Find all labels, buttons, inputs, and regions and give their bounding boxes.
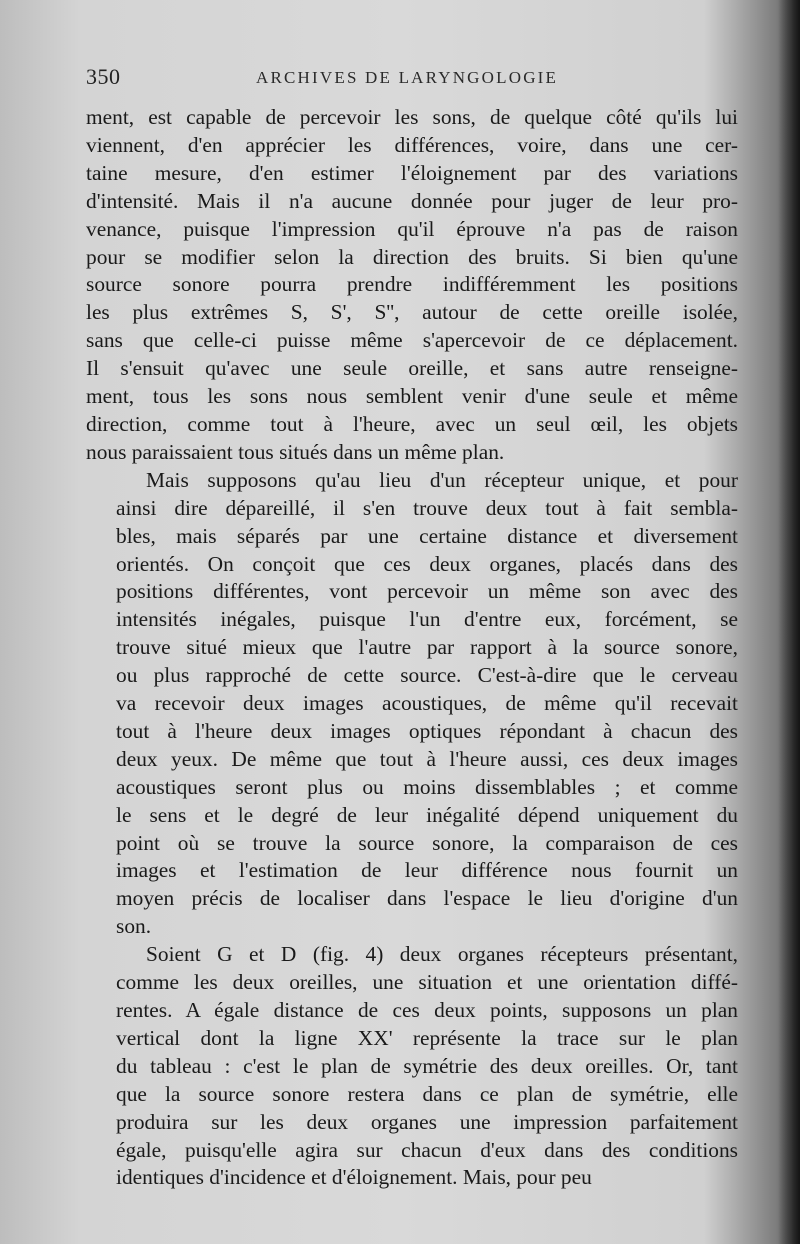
text-line: viennent, d'en apprécier les différences, voire, dans une cer- — [86, 132, 738, 157]
text-line: moyen précis de localiser dans l'espace le lieu d'origine d'un — [116, 886, 738, 911]
text-line: Mais supposons qu'au lieu d'un récepteur unique, et pour — [146, 467, 738, 492]
text-line: du tableau : c'est le plan de symétrie des deux oreilles. Or, tant — [116, 1053, 738, 1078]
text-line: Il s'ensuit qu'avec une seule oreille, et sans autre renseigne- — [86, 356, 738, 381]
text-line: point où se trouve la source sonore, la comparaison de ces — [116, 830, 738, 855]
paragraph — [86, 467, 738, 941]
text-line: intensités inégales, puisque l'un d'entre eux, forcément, se — [116, 607, 738, 632]
text-line: positions différentes, vont percevoir un même son avec des — [116, 579, 738, 604]
text-line: trouve situé mieux que l'autre par rapport à la source sonore, — [116, 635, 738, 660]
text-line: rentes. A égale distance de ces deux points, supposons un plan — [116, 998, 738, 1022]
text-line: taine mesure, d'en estimer l'éloignement par des variations — [86, 160, 738, 185]
text-line: d'intensité. Mais il n'a aucune donnée pour juger de leur pro- — [86, 188, 738, 213]
text-line: va recevoir deux images acoustiques, de même qu'il recevait — [116, 691, 738, 716]
text-line: orientés. On conçoit que ces deux organes, placés dans des — [116, 551, 738, 576]
text-line: images et l'estimation de leur différence nous fournit un — [116, 858, 738, 883]
text-line: source sonore pourra prendre indifféremment les positions — [86, 272, 738, 297]
text-line: le sens et le degré de leur inégalité dépend uniquement du — [116, 802, 738, 827]
text-line: sans que celle-ci puisse même s'apercevoir de ce déplacement. — [86, 328, 738, 353]
text-line: comme les deux oreilles, une situation et une orientation diffé- — [116, 970, 738, 995]
text-line: ment, tous les sons nous semblent venir d'une seule et même — [86, 384, 738, 409]
text-line: ainsi dire dépareillé, il s'en trouve deux tout à fait sembla- — [116, 495, 738, 520]
text-line: son. — [116, 914, 152, 939]
text-line: Soient G et D (fig. 4) deux organes récepteurs présentant, — [146, 942, 738, 967]
text-line: acoustiques seront plus ou moins dissemblables ; et comme — [116, 774, 738, 799]
text-line: deux yeux. De même que tout à l'heure aussi, ces deux images — [116, 746, 738, 771]
paragraph — [86, 104, 738, 467]
page-number: 350 — [86, 64, 121, 89]
text-line: produira sur les deux organes une impression parfaitement — [116, 1109, 738, 1134]
text-line: vertical dont la ligne XX' représente la trace sur le plan — [116, 1025, 738, 1050]
text-line: direction, comme tout à l'heure, avec un seul œil, les objets — [86, 411, 738, 436]
text-line: nous paraissaient tous situés dans un même plan. — [86, 439, 505, 464]
text-line: ment, est capable de percevoir les sons, de quelque côté qu'ils lui — [86, 105, 738, 129]
running-title: ARCHIVES DE LARYNGOLOGIE — [256, 68, 559, 87]
text-line: les plus extrêmes S, S', S'', autour de cette oreille isolée, — [86, 300, 738, 325]
text-line: venance, puisque l'impression qu'il éprouve n'a pas de raison — [86, 216, 738, 241]
text-line: que la source sonore restera dans ce plan de symétrie, elle — [116, 1081, 738, 1106]
paragraph — [86, 941, 738, 1192]
body-text — [86, 104, 738, 1192]
page-header — [86, 64, 736, 92]
text-line: pour se modifier selon la direction des bruits. Si bien qu'une — [86, 244, 738, 269]
text-line: ou plus rapproché de cette source. C'est-à-dire que le cerveau — [116, 663, 738, 688]
page-binding-shadow — [778, 0, 800, 1244]
text-line: tout à l'heure deux images optiques répondant à chacun des — [116, 718, 738, 743]
text-line: égale, puisqu'elle agira sur chacun d'eux dans des conditions — [116, 1137, 738, 1162]
text-line: identiques d'incidence et d'éloignement. Mais, pour peu — [116, 1165, 592, 1190]
text-line: bles, mais séparés par une certaine distance et diversement — [116, 523, 738, 548]
